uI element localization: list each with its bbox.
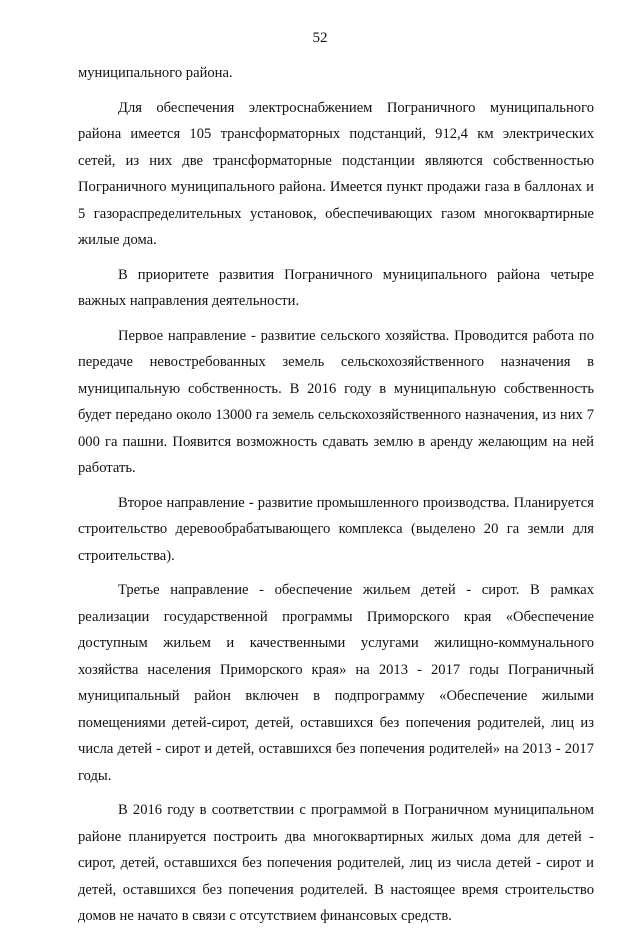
paragraph-priorities: В приоритете развития Пограничного муниципального района четыре важных направления деятельности. [78, 266, 594, 309]
paragraph-housing-orphans: Третье направление - обеспечение жильем детей - сирот. В рамках реализации государственной программы Приморского края «Обеспечение доступным жильем и качественными услугами жилищно-коммунального хозяйства населения Приморского края» на 2013 - 2017 годы Пограничный муниципальный район включен в подпрограмму «Обеспечение жилыми помещениями детей-сирот, детей, оставшихся без попечения родителей, лиц из числа детей - сирот и детей, оставшихся без попечения родителей» на 2013 - 2017 годы. [78, 582, 594, 784]
paragraph-electricity: Для обеспечения электроснабжением Пограничного муниципального района имеется 105 трансформаторных подстанций, 912,4 км электрических сетей, из них две трансформаторные подстанции являются собственностью Пограничного муниципального района. Имеется пункт продажи газа в баллонах и 5 газораспределительных установок, обеспечивающих газом многоквартирные жилые дома. [78, 99, 594, 248]
paragraph-continuation: муниципального района. [78, 65, 233, 81]
page-number: 52 [312, 30, 328, 46]
paragraph-industry: Второе направление - развитие промышленного производства. Планируется строительство деревообрабатывающего комплекса (выделено 20 га земли для строительства). [78, 494, 594, 564]
paragraph-agriculture: Первое направление - развитие сельского хозяйства. Проводится работа по передаче невостребованных земель сельскохозяйственного назначения в муниципальную собственность. В 2016 году в муниципальную собственность будет передано около 13000 га земель сельскохозяйственного назначения, из них 7 000 га пашни. Появится возможность сдавать землю в аренду желающим на ней работать. [78, 327, 594, 476]
paragraph-construction-2016: В 2016 году в соответствии с программой в Пограничном муниципальном районе планируется построить два многоквартирных жилых дома для детей - сирот, детей, оставшихся без попечения родителей, лиц из числа детей - сирот и детей, оставшихся без попечения родителей. В настоящее время строительство домов не начато в связи с отсутствием финансовых средств. [78, 802, 594, 924]
body-text [78, 60, 594, 938]
